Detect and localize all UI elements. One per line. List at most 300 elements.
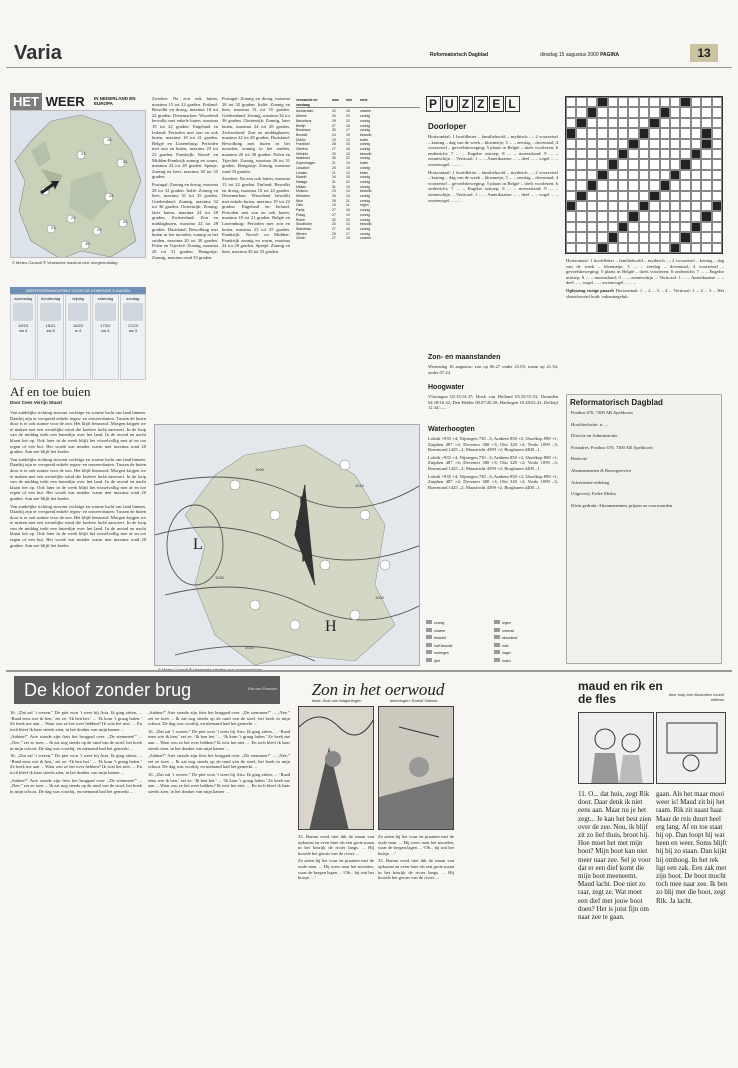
grid-cell <box>649 211 659 221</box>
serial-author: Ria van Rossum <box>248 686 278 691</box>
table-row: Londen 21 13 buien <box>296 170 369 175</box>
page-number: 13 <box>690 44 718 62</box>
forecast-day: zondag 17/23 zw 3 <box>120 294 146 380</box>
grid-cell <box>608 201 618 211</box>
table-row: Milaan 31 19 zonnig <box>296 184 370 189</box>
grid-cell <box>712 97 722 107</box>
grid-cell <box>712 243 722 253</box>
puzzle-name: Doorloper <box>428 122 467 131</box>
grid-cell <box>566 128 576 138</box>
table-row: Stockholm 20 13 bewolkt <box>296 222 372 227</box>
grid-cell <box>597 107 607 117</box>
grid-cell <box>587 107 597 117</box>
story-illustration-2 <box>656 712 726 784</box>
grid-cell <box>587 191 597 201</box>
grid-cell <box>649 97 659 107</box>
isobar-map <box>154 424 420 666</box>
grid-cell <box>608 180 618 190</box>
grid-cell <box>587 170 597 180</box>
grid-cell <box>618 191 628 201</box>
grid-cell <box>597 222 607 232</box>
grid-cell <box>701 139 711 149</box>
grid-cell <box>608 170 618 180</box>
grid-cell <box>587 118 597 128</box>
map-label: 23 <box>81 151 86 156</box>
legend-icon <box>494 650 500 654</box>
grid-cell <box>597 201 607 211</box>
legend-item: ijzel <box>426 658 494 665</box>
legend-item: mist <box>494 643 562 650</box>
grid-cell <box>701 201 711 211</box>
grid-cell <box>639 211 649 221</box>
grid-cell <box>597 232 607 242</box>
weather-heading: HET WEER <box>10 94 85 109</box>
grid-cell <box>691 107 701 117</box>
grid-cell <box>660 211 670 221</box>
story-illustration-1 <box>578 712 654 784</box>
grid-cell <box>670 107 680 117</box>
grid-cell <box>576 159 586 169</box>
grid-cell <box>597 159 607 169</box>
grid-cell <box>639 97 649 107</box>
grid-cell <box>701 180 711 190</box>
legend-icon <box>494 643 500 647</box>
story-col2: gaan. Als het maar mooi weer is! Maud zit bij het raam. Rik zit naast haar. Maar de reis duurt heel erg lang. Af en toe staat hij op. Dan loopt hij wat heen en weer. Soms blijft hij bij zo staan. Dan kijkt hij omhoog. In het rek ligt een zak. Een zak met zijn boot. De boot mocht toch mee naar zee. Ik ben zo blij met die boot, zegt Rik. Ja lacht. <box>656 790 728 905</box>
legend-icon <box>494 635 500 639</box>
grid-cell <box>660 232 670 242</box>
weather-icon <box>68 303 88 321</box>
legend-item: bewolkt <box>426 635 494 642</box>
grid-cell <box>670 211 680 221</box>
weather-legend <box>426 620 562 664</box>
isobar-label: 1020 <box>215 575 224 580</box>
grid-cell <box>701 222 711 232</box>
grid-cell <box>628 159 638 169</box>
table-row: Genève 27 15 zonnig <box>296 147 370 152</box>
grid-cell <box>712 139 722 149</box>
isobar-label: 1000 <box>255 467 264 472</box>
grid-cell <box>649 128 659 138</box>
high-water-text: Vlissingen 02.13/14.37; Hoek van Holland 03.35/15.53; IJmuiden 04.18/16.32; Den Helder 08.07/20.20; Harlingen 10.28/22.41; Delfzijl 12.34/–.–. <box>428 394 558 411</box>
serial-title: De kloof zonder brug <box>14 676 280 704</box>
grid-cell <box>608 232 618 242</box>
grid-cell <box>712 170 722 180</box>
legend-item: half bewolkt <box>426 643 494 650</box>
grid-cell <box>587 159 597 169</box>
weather-icon <box>13 303 33 321</box>
table-row: Frankfurt 28 16 zonnig <box>296 142 370 147</box>
grid-cell <box>597 243 607 253</box>
map-label: 25 <box>123 219 128 224</box>
grid-cell <box>628 211 638 221</box>
grid-cell <box>597 191 607 201</box>
grid-cell <box>618 243 628 253</box>
grid-cell <box>639 180 649 190</box>
grid-cell <box>587 201 597 211</box>
grid-cell <box>670 170 680 180</box>
grid-cell <box>608 118 618 128</box>
table-row: Helsinki 20 13 bewolkt <box>296 151 372 156</box>
grid-cell <box>680 243 690 253</box>
grid-cell <box>680 149 690 159</box>
grid-cell <box>680 232 690 242</box>
grid-cell <box>576 211 586 221</box>
grid-cell <box>701 97 711 107</box>
table-row: Malaga 31 22 zonnig <box>296 179 370 184</box>
grid-cell <box>670 232 680 242</box>
grid-cell <box>566 159 576 169</box>
grid-cell <box>597 118 607 128</box>
grid-cell <box>691 139 701 149</box>
comic-panel-1 <box>298 706 374 830</box>
grid-cell <box>566 107 576 117</box>
grid-cell <box>618 139 628 149</box>
grid-cell <box>680 211 690 221</box>
colophon-line: Postbus 670, 7300 AR Apeldoorn <box>571 410 633 415</box>
grid-cell <box>566 97 576 107</box>
high-water-title: Hoogwater <box>428 384 465 391</box>
grid-cell <box>691 180 701 190</box>
grid-cell <box>680 191 690 201</box>
grid-cell <box>712 149 722 159</box>
grid-cell <box>691 149 701 159</box>
grid-cell <box>680 180 690 190</box>
grid-cell <box>608 243 618 253</box>
grid-cell <box>639 159 649 169</box>
table-row: Kopenhagen 21 14 buien <box>296 161 369 166</box>
isobar-label: 1010 <box>245 645 254 650</box>
grid-cell <box>587 180 597 190</box>
puzzle-clues: Horizontaal: 1 hoofdletter – familiehoofd – mythisch ...; 2 voorzetsel – koning – dag van de week – bloemetje; 3 ... – zeeslag – doventaal; 4 voorzetsel – gevoelsbeweging; 5 plaats in België – titels voorlezen; 6 onderricht; 7 ... – Engelse uitroep; 8 ... – moerasland; 9 ... – zonneschijn ... Verticaal: 1 ... – Amerikaanse ... – deel ... – vogel ... – zwemvogel ... – ... Horizontaal: 1 hoofdletter – familiehoofd – mythisch ...; 2 voorzetsel – koning – dag van de week – bloemetje; 3 ... – zeeslag – doventaal; 4 voorzetsel – gevoelsbeweging; 5 plaats in België – titels voorlezen; 6 onderricht; 7 ... – Engelse uitroep; 8 ... – moerasland; 9 ... – zonneschijn ... Verticaal: 1 ... – Amerikaanse ... – deel ... – vogel ... – zwemvogel ... – ... <box>428 134 558 203</box>
grid-cell <box>701 170 711 180</box>
publication-name: Reformatorisch Dagblad <box>430 52 489 58</box>
forecast-days <box>10 294 146 380</box>
grid-cell <box>649 159 659 169</box>
grid-cell <box>701 107 711 117</box>
map-caption: © Meteo Consult ® Verwachte maxima voor morgenmiddag <box>12 260 118 265</box>
grid-cell <box>670 180 680 190</box>
grid-cell <box>691 201 701 211</box>
comic-caption-1: 23. Bonna werd niet dik de maan van opkomst en even later als een grote maan in het bosrijk de rivier langs. ... Hij hoorde het geruis van de rivier ... Ze zaten bij het vuur en praatten met de oude man. ... Hij wees naar het noorden, waar de bergen lagen ... ‘Oh... bij wat het huisje, ...’ <box>298 834 374 881</box>
story-title: maud en rik en de fles <box>578 679 663 706</box>
grid-cell <box>670 222 680 232</box>
grid-cell <box>670 139 680 149</box>
legend-item: regen <box>494 620 562 627</box>
table-row: Istanboel 30 22 zonnig <box>296 156 370 161</box>
grid-cell <box>576 232 586 242</box>
grid-cell <box>670 159 680 169</box>
grid-cell <box>628 170 638 180</box>
legend-icon <box>426 658 432 662</box>
grid-cell <box>660 191 670 201</box>
grid-cell <box>649 191 659 201</box>
grid-cell <box>639 243 649 253</box>
legend-icon <box>494 628 500 632</box>
table-row: Barcelona 29 22 zonnig <box>296 118 370 123</box>
grid-cell <box>608 149 618 159</box>
grid-cell <box>587 149 597 159</box>
grid-cell <box>628 97 638 107</box>
grid-cell <box>660 201 670 211</box>
water-levels-text: Lobith +935 +4; Nijmegen 730 –3; Arnhem 850 +2; IJsselkop 898 +1; Zutphen 487 +4; Deventer 380 +3; Olst 320 +2; Venlo 1099 –3; Roermond 1425 –2; Maastricht 4399 +2; Borgharen 4400 –1. Lobith +935 +4; Nijmegen 730 –3; Arnhem 850 +2; IJsselkop 898 +1; Zutphen 487 +4; Deventer 380 +3; Olst 320 +2; Venlo 1099 –3; Roermond 1425 –2; Maastricht 4399 +2; Borgharen 4400 –1. Lobith +935 +4; Nijmegen 730 –3; Arnhem 850 +2; IJsselkop 898 +1; Zutphen 487 +4; Deventer 380 +3; Olst 320 +2; Venlo 1099 –3; Roermond 1425 –2; Maastricht 4399 +2; Borgharen 4400 –1. <box>428 436 558 490</box>
grid-cell <box>680 170 690 180</box>
grid-cell <box>680 201 690 211</box>
grid-cell <box>670 243 680 253</box>
grid-cell <box>576 170 586 180</box>
grid-cell <box>639 149 649 159</box>
grid-cell <box>701 149 711 159</box>
grid-cell <box>639 170 649 180</box>
grid-cell <box>618 211 628 221</box>
legend-icon <box>426 643 432 647</box>
map-label: 22 <box>71 215 76 220</box>
grid-cell <box>608 191 618 201</box>
map-label: 30 <box>85 241 90 246</box>
grid-cell <box>701 211 711 221</box>
water-levels-title: Waterhoogten <box>428 426 475 433</box>
grid-cell <box>691 97 701 107</box>
grid-cell <box>618 222 628 232</box>
grid-cell <box>660 139 670 149</box>
grid-cell <box>576 139 586 149</box>
grid-cell <box>691 170 701 180</box>
grid-cell <box>566 232 576 242</box>
weather-article-title: Af en toe buien <box>10 384 91 399</box>
grid-cell <box>628 232 638 242</box>
grid-cell <box>597 180 607 190</box>
isobar-label: 1010 <box>355 483 364 488</box>
grid-cell <box>660 128 670 138</box>
map-label: 28 <box>109 193 114 198</box>
grid-cell <box>680 107 690 117</box>
svg-text:H: H <box>325 618 337 635</box>
grid-cell <box>587 243 597 253</box>
map-label: 18 <box>107 137 112 142</box>
grid-cell <box>691 118 701 128</box>
grid-cell <box>587 232 597 242</box>
grid-cell <box>639 201 649 211</box>
weather-subtitle: IN NEDERLAND EN EUROPA <box>94 96 136 106</box>
sun-moon-title: Zon- en maanstanden <box>428 354 501 361</box>
table-row: Moskou 24 14 bewolkt <box>296 189 372 194</box>
grid-cell <box>691 232 701 242</box>
legend-item: sneeuw <box>494 628 562 635</box>
table-row: Warschau 27 15 zonnig <box>296 226 370 231</box>
map-label: 20 <box>45 187 50 192</box>
grid-cell <box>691 222 701 232</box>
crossword-grid <box>565 96 723 254</box>
grid-cell <box>712 107 722 117</box>
grid-cell <box>639 107 649 117</box>
grid-cell <box>691 159 701 169</box>
forecast-title: WEERSVERWACHTING VOOR DE KOMENDE 5 DAGEN <box>10 287 146 294</box>
table-row: Brussel 24 15 bewolkt <box>296 132 372 137</box>
table-row: Oslo 19 11 regen <box>296 203 369 208</box>
legend-icon <box>426 650 432 654</box>
grid-cell <box>576 97 586 107</box>
grid-cell <box>670 191 680 201</box>
section-divider <box>6 670 732 672</box>
grid-cell <box>639 118 649 128</box>
europe-weather-col1: Zweden: Na zon ook buien, maxima 15 tot 22 graden. Finland: Bewolkt en droog, maxima 18 tot 22 graden. Denemarken: Wisselend bewolkt met enkele buien, maxima 19 tot 22 graden. Engeland en Ierland: Perioden met zon en ook buien, maxima 18 tot 21 graden. België en Luxemburg: Perioden met zon en buien, maxima 23 tot 25 graden. Frankrijk: Noord- en Midden-Frankrijk zonnig en warm, maxima 24 tot 28 graden. Spanje: Zonnig en heet, maxima 30 tot 35 graden. Portugal: Zonnig en droog, maxima 28 tot 32 graden. Italië: Zonnig en heet, maxima 31 tot 35 graden. Griekenland: Zonnig, maxima 32 tot 36 graden. Oostenrijk: Zonnig, later buien, maxima 24 tot 28 graden. Zwitserland: Zon en middagbuien, maxima 22 tot 28 graden. Duitsland: Bewolking met buien in het noorden, zonnig in het zuiden, maxima 20 tot 30 graden. Polen en Tsjechië: Zonnig, maxima 26 tot 31 graden. Hongarije: Zonnig, maxima rond 33 graden. <box>152 96 218 260</box>
grid-cell <box>597 128 607 138</box>
grid-cell <box>576 107 586 117</box>
grid-cell <box>597 97 607 107</box>
grid-cell <box>618 128 628 138</box>
table-row: Madrid 34 19 zonnig <box>296 175 370 180</box>
grid-cell <box>701 191 711 201</box>
legend-item: zonnig <box>426 620 494 627</box>
table-row: Parijs 27 16 zonnig <box>296 208 370 213</box>
grid-cell <box>701 243 711 253</box>
weather-article-body: Van zuidelijke richting stroomt vochtige en warme lucht ons land binnen. Daarbij zijn er verspreid enkele regen- en onweersbuien. Tussen de buien door is er ook ruimte voor de zon. Het blijft benauwd. Morgen krijgen we te maken met een westelijke wind die koelere lucht aanvoert. In de loop van de middag trekt een buienlijn over het land. In de avond en nacht klaart het op. Ook later in de week blijft het wisselvallig met af en toe regen of een bui. Het wordt wat minder warm met maxima rond 20 graden. Aan zee blijft het koeler. Van zuidelijke richting stroomt vochtige en warme lucht ons land binnen. Daarbij zijn er verspreid enkele regen- en onweersbuien. Tussen de buien door is er ook ruimte voor de zon. Het blijft benauwd. Morgen krijgen we te maken met een westelijke wind die koelere lucht aanvoert. In de loop van de middag trekt een buienlijn over het land. In de avond en nacht klaart het op. Ook later in de week blijft het wisselvallig met af en toe regen of een bui. Het wordt wat minder warm met maxima rond 20 graden. Aan zee blijft het koeler. Van zuidelijke richting stroomt vochtige en warme lucht ons land binnen. Daarbij zijn er verspreid enkele regen- en onweersbuien. Tussen de buien door is er ook ruimte voor de zon. Het blijft benauwd. Morgen krijgen we te maken met een westelijke wind die koelere lucht aanvoert. In de loop van de middag trekt een buienlijn over het land. In de avond en nacht klaart het op. Ook later in de week blijft het wisselvallig met af en toe regen of een bui. Het wordt wat minder warm met maxima rond 20 graden. Aan zee blijft het koeler. <box>10 410 146 548</box>
table-row: Wenen 29 17 zonnig <box>296 231 370 236</box>
table-row: Nice 28 21 zonnig <box>296 198 370 203</box>
grid-cell <box>566 180 576 190</box>
grid-cell <box>566 243 576 253</box>
grid-cell <box>670 149 680 159</box>
grid-cell <box>628 222 638 232</box>
grid-cell <box>566 191 576 201</box>
grid-cell <box>649 180 659 190</box>
issue-date: dinsdag 15 augustus 2000 PAGINA <box>540 52 620 58</box>
grid-cell <box>649 232 659 242</box>
grid-cell <box>618 170 628 180</box>
grid-cell <box>670 128 680 138</box>
grid-cell <box>660 180 670 190</box>
grid-cell <box>639 232 649 242</box>
weather-icon <box>95 303 115 321</box>
grid-cell <box>587 222 597 232</box>
grid-cell <box>618 118 628 128</box>
grid-cell <box>639 191 649 201</box>
serial-col2: „Sabine!” Arie stonde zijn fiets het brugpad over. „De stemmen!” ... „Nee,” zei ze toen ... Ik zat nog steeds op de rand van de stoel, het boek in mijn schoot. De dag was voorbij, en niemand had het gemerkt ... 16. „Dat zal ’t wezen.” De piet won ’t weer bij Aria. Ik ging zitten, ... ‘Raad eens wie ik ben,’ zei ze. ‘Ik ben het.’ ... ‘Ik kom ’t graag halen.’ Ze keek me aan ... Waar zou ze het over hebben? Ik wist het niet. ... En toch bleef ik haar steeds zien, in het donker van mijn kamer ... „Sabine!” Arie stonde zijn fiets het brugpad over. „De stemmen!” ... „Nee,” zei ze toen ... Ik zat nog steeds op de rand van de stoel, het boek in mijn schoot. De dag was voorbij, en niemand had het gemerkt ... 16. „Dat zal ’t wezen.” De piet won ’t weer bij Aria. Ik ging zitten, ... ‘Raad eens wie ik ben,’ zei ze. ‘Ik ben het.’ ... ‘Ik kom ’t graag halen.’ Ze keek me aan ... Waar zou ze het over hebben? Ik wist het niet. ... En toch bleef ik haar steeds zien, in het donker van mijn kamer ... <box>148 710 290 794</box>
grid-cell <box>566 149 576 159</box>
weather-icon <box>40 303 60 321</box>
grid-cell <box>618 232 628 242</box>
grid-cell <box>628 107 638 117</box>
grid-cell <box>680 159 690 169</box>
table-row: Praag 27 14 zonnig <box>296 212 370 217</box>
grid-cell <box>566 201 576 211</box>
table-row: Lissabon 29 19 zonnig <box>296 165 370 170</box>
grid-cell <box>597 139 607 149</box>
grid-cell <box>691 191 701 201</box>
grid-cell <box>618 180 628 190</box>
map-graphic <box>11 111 146 258</box>
grid-cell <box>628 128 638 138</box>
colophon-line: Redactie <box>571 456 588 462</box>
grid-cell <box>566 118 576 128</box>
grid-cell <box>639 128 649 138</box>
table-row: Rome 32 20 zonnig <box>296 217 370 222</box>
comic-panel-2 <box>378 706 454 830</box>
grid-cell <box>660 149 670 159</box>
colophon-title: Reformatorisch Dagblad <box>570 398 663 407</box>
grid-cell <box>649 118 659 128</box>
sun-moon-text: Woensdag 16 augustus: zon op 06.27 onder 21.05; maan op 21.34, onder 07.24. <box>428 364 558 375</box>
comic-title: Zon in het oerwoud <box>311 680 445 699</box>
grid-cell <box>701 159 711 169</box>
grid-cell <box>691 243 701 253</box>
grid-cell <box>712 201 722 211</box>
grid-cell <box>649 107 659 117</box>
legend-item: hagel <box>494 650 562 657</box>
grid-cell <box>618 149 628 159</box>
puzzle-solution: Horizontaal: 1 hoofdletter – familiehoofd – mythisch ...; 2 voorzetsel – koning – dag van de week – bloemetje; 3 ... – zeeslag – doventaal; 4 voorzetsel – gevoelsbeweging; 5 plaats in België – titels voorlezen; 6 onderricht; 7 ... – Engelse uitroep; 8 ... – moerasland; 9 ... – zonneschijn ... Verticaal: 1 ... – Amerikaanse ... – deel ... – vogel ... – zwemvogel ... – ... Oplossing vorige puzzel: Horizontaal: 1 ... 2 ... 3 ... 4 ... Verticaal: 1 ... 2 ... 3 ... Het sleutelwoord luidt: vakantiegeluk. <box>566 258 724 299</box>
grid-cell <box>670 201 680 211</box>
grid-cell <box>649 201 659 211</box>
colophon-line: Advertentie-afdeling <box>571 479 610 485</box>
grid-cell <box>660 118 670 128</box>
legend-icon <box>426 628 432 632</box>
grid-cell <box>691 128 701 138</box>
comic-drawing <box>299 707 374 830</box>
grid-cell <box>712 222 722 232</box>
table-row: Berlijn 27 16 zonnig <box>296 123 370 128</box>
isobar-label: 1020 <box>375 595 384 600</box>
grid-cell <box>566 170 576 180</box>
legend-item: onweer <box>426 628 494 635</box>
grid-cell <box>712 211 722 221</box>
comic-credit-text: tekst: Dick van Wageningen <box>312 698 362 703</box>
svg-text:L: L <box>193 536 203 553</box>
grid-cell <box>680 118 690 128</box>
grid-cell <box>701 232 711 242</box>
grid-cell <box>649 170 659 180</box>
grid-cell <box>576 201 586 211</box>
grid-cell <box>608 139 618 149</box>
weather-icon <box>123 303 143 321</box>
grid-cell <box>618 107 628 117</box>
table-row: Bordeaux 30 17 zonnig <box>296 128 370 133</box>
grid-cell <box>597 211 607 221</box>
colophon-line: Klein gedrukt: Abonnementen, prijzen en voorwaarden <box>571 502 673 508</box>
colophon-line: Uitgeverij: Erdee Media <box>571 491 616 497</box>
grid-cell <box>660 107 670 117</box>
legend-item: wisselend <box>494 635 562 642</box>
grid-cell <box>587 97 597 107</box>
legend-item: motregen <box>426 650 494 657</box>
grid-cell <box>618 97 628 107</box>
grid-cell <box>597 149 607 159</box>
grid-cell <box>712 159 722 169</box>
legend-icon <box>426 635 432 639</box>
grid-cell <box>670 118 680 128</box>
grid-cell <box>660 243 670 253</box>
grid-cell <box>618 201 628 211</box>
grid-cell <box>660 222 670 232</box>
table-row: Zürich 27 15 onweer <box>296 236 372 241</box>
grid-cell <box>576 180 586 190</box>
grid-cell <box>649 139 659 149</box>
colophon-line: Directie en Administratie <box>571 433 618 439</box>
grid-cell <box>649 222 659 232</box>
legend-icon <box>494 620 500 624</box>
legend-icon <box>494 658 500 662</box>
grid-cell <box>680 97 690 107</box>
grid-cell <box>628 180 638 190</box>
grid-cell <box>712 191 722 201</box>
grid-cell <box>660 97 670 107</box>
colophon-line: Hoofdredactie: ir. ... <box>571 421 608 427</box>
grid-cell <box>670 97 680 107</box>
grid-cell <box>566 222 576 232</box>
grid-cell <box>628 191 638 201</box>
comic-credit-art: tekeningen: Roelof Vildonk <box>390 698 438 703</box>
grid-cell <box>608 222 618 232</box>
grid-cell <box>628 139 638 149</box>
